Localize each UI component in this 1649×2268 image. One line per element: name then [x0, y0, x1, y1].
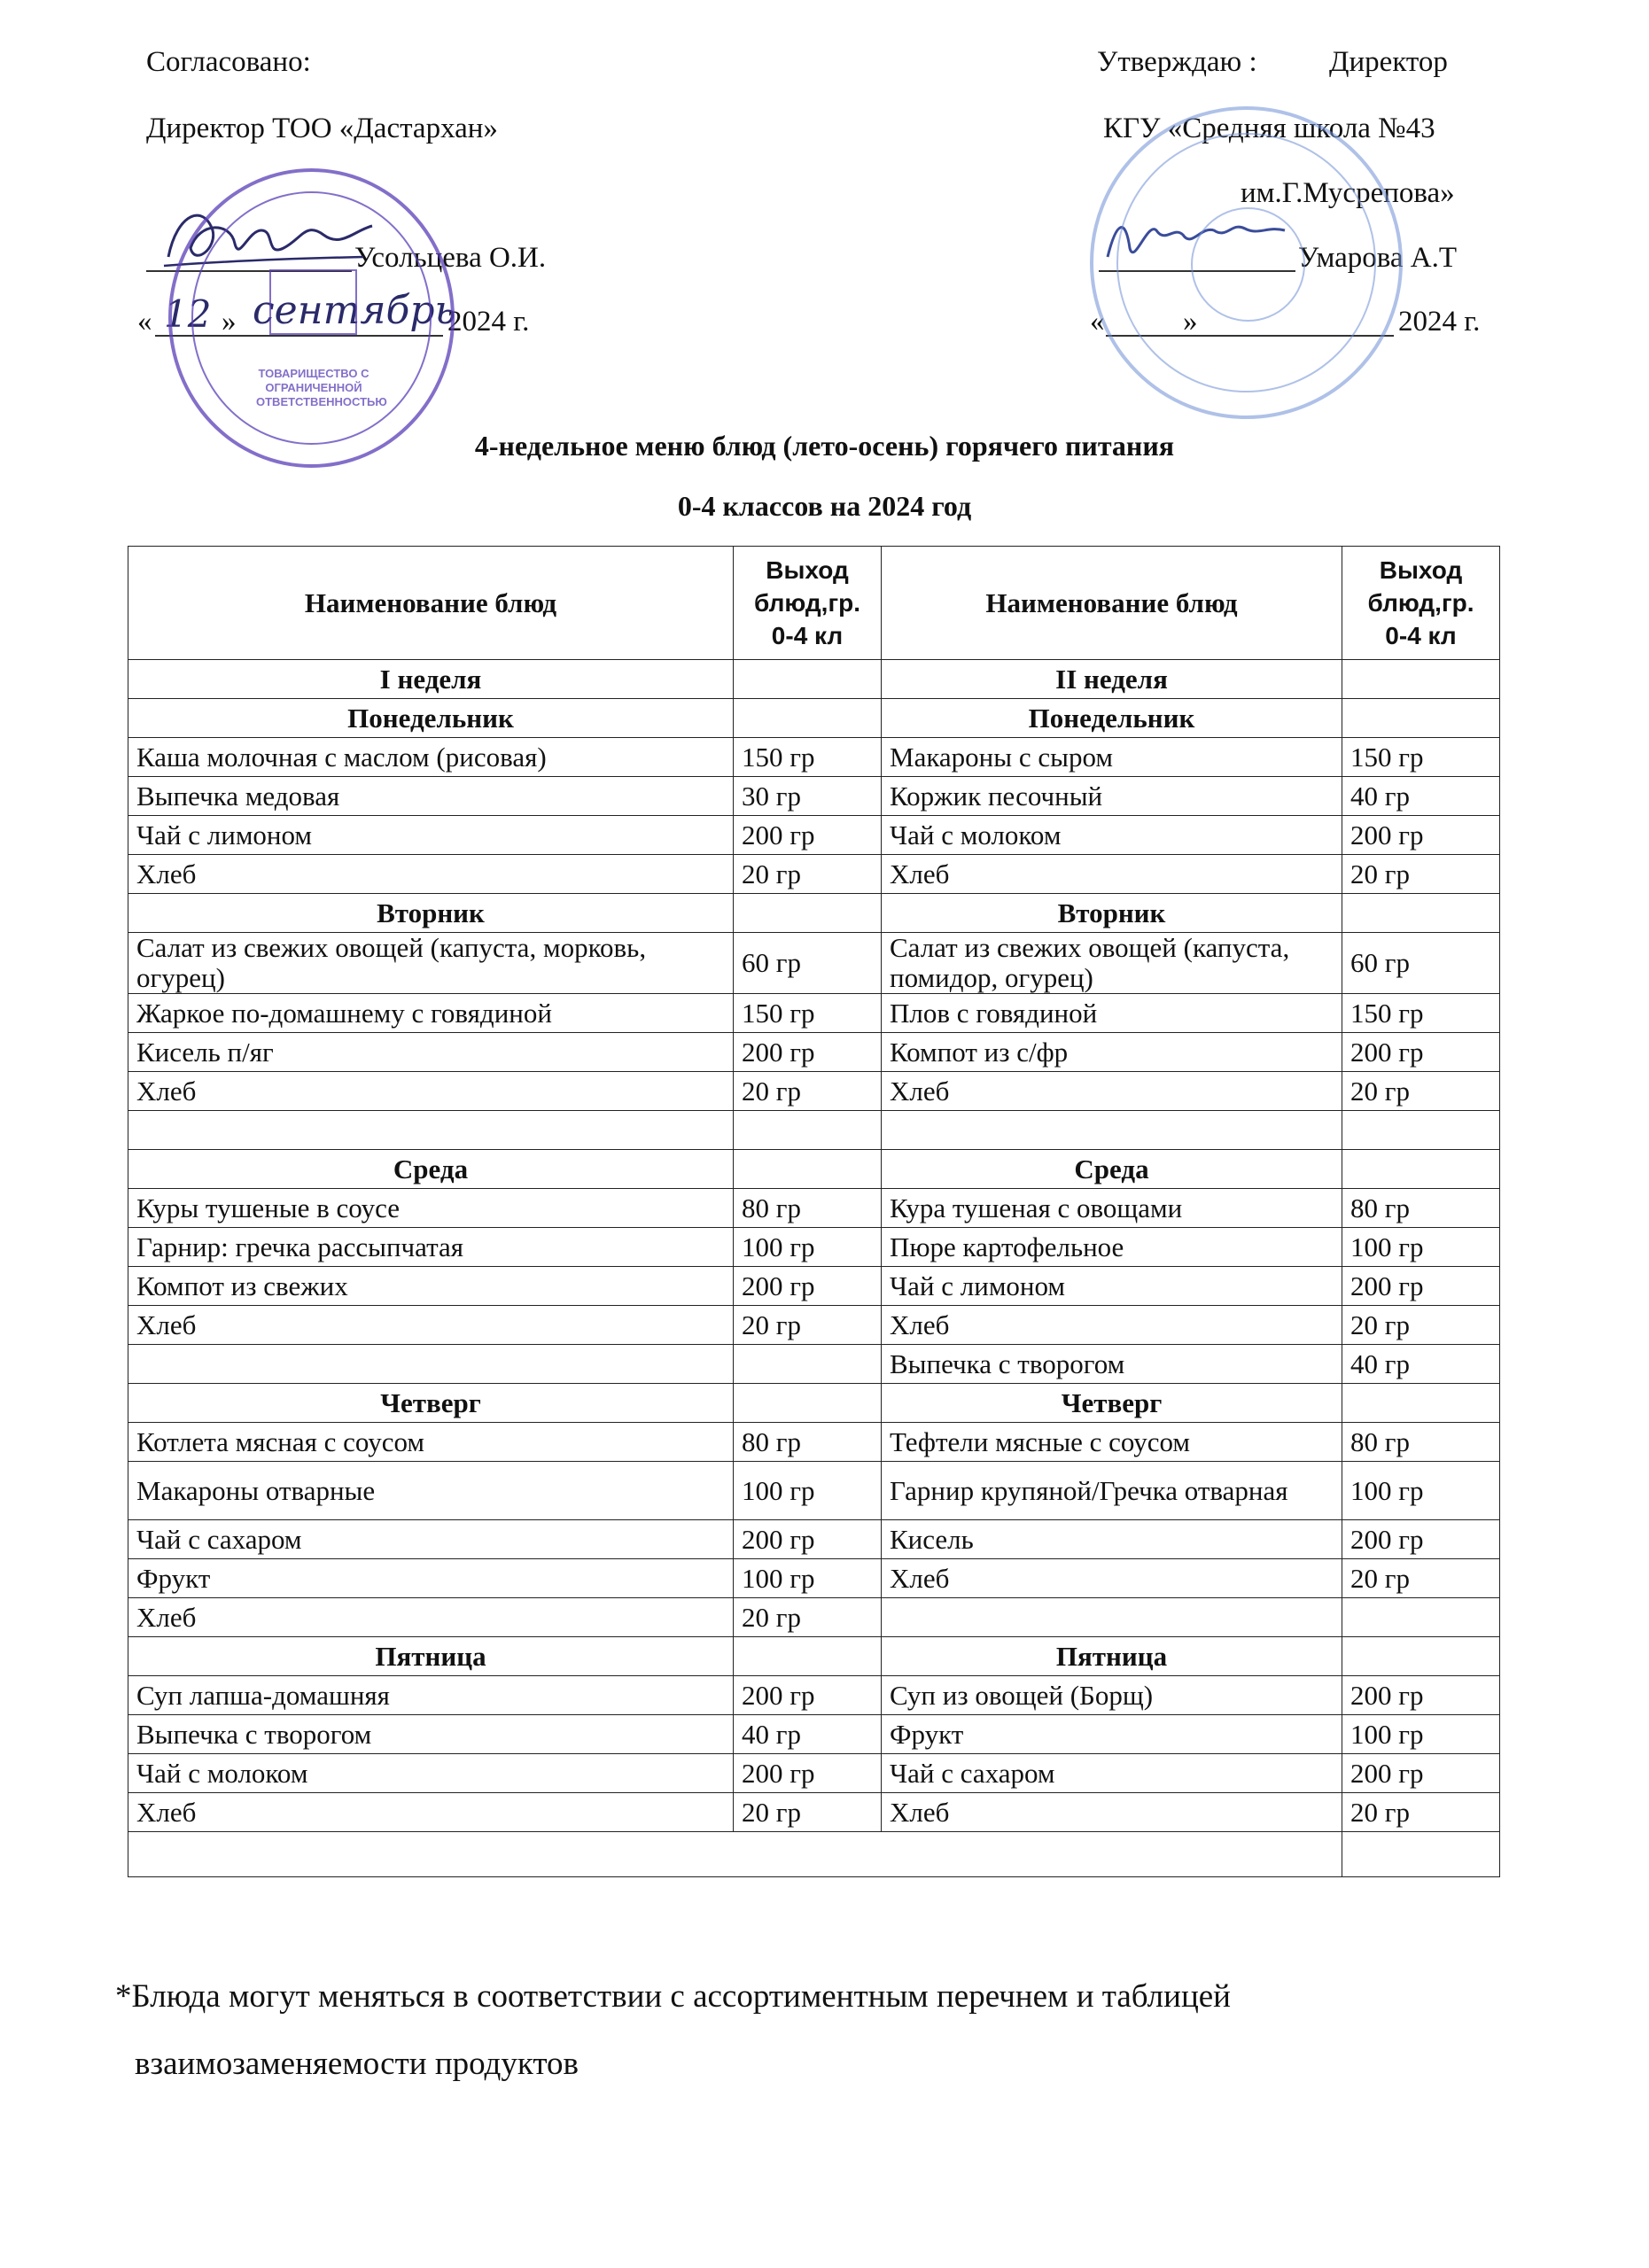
output-week1-cell: 150 гр: [734, 738, 882, 777]
table-row: [128, 1793, 1500, 1832]
dish-week1-cell: Чай с молоком: [128, 1754, 734, 1793]
left-date-month: сентябрь: [253, 288, 456, 333]
output-week1-cell: 20 гр: [734, 1072, 882, 1111]
output-week2-cell: 20 гр: [1342, 1306, 1500, 1345]
table-row: [128, 1754, 1500, 1793]
table-row: [128, 1267, 1500, 1306]
dish-week1-cell: Хлеб: [128, 1598, 734, 1637]
output-week1-cell: 30 гр: [734, 777, 882, 816]
right-date-mid: »: [1183, 306, 1198, 338]
dish-week2-cell: Плов с говядиной: [882, 994, 1342, 1033]
dish-week2-cell: II неделя: [882, 660, 1342, 699]
output-week1-cell: 150 гр: [734, 994, 882, 1033]
output-week2-cell: [1342, 894, 1500, 933]
dish-week1-cell: Вторник: [128, 894, 734, 933]
right-position-title: Директор: [1329, 46, 1448, 78]
dish-week2-cell: Гарнир крупяной/Гречка отварная: [882, 1462, 1342, 1520]
dish-week2-cell: Чай с молоком: [882, 816, 1342, 855]
day-heading-row: [128, 894, 1500, 933]
dish-week1-cell: Макароны отварные: [128, 1462, 734, 1520]
dish-week2-cell: Компот из с/фр: [882, 1033, 1342, 1072]
table-row: [128, 855, 1500, 894]
right-school-stamp: [1090, 106, 1403, 419]
right-org-line2: им.Г.Мусрепова»: [1241, 177, 1455, 209]
dish-week2-cell: Коржик песочный: [882, 777, 1342, 816]
dish-week2-cell: Кисель: [882, 1520, 1342, 1559]
output-week1-cell: [734, 1637, 882, 1676]
dish-week1-cell: Куры тушеные в соусе: [128, 1189, 734, 1228]
empty-cell: [128, 1832, 1342, 1877]
dish-week2-cell: Кура тушеная с овощами: [882, 1189, 1342, 1228]
output-week2-cell: 200 гр: [1342, 1754, 1500, 1793]
dish-week1-cell: Салат из свежих овощей (капуста, морковь, огурец): [128, 933, 734, 994]
table-row: [128, 994, 1500, 1033]
left-date-day-close: »: [222, 306, 237, 338]
output-week2-cell: 20 гр: [1342, 1072, 1500, 1111]
output-week1-cell: [734, 1150, 882, 1189]
dish-week2-cell: Макароны с сыром: [882, 738, 1342, 777]
output-week1-cell: 20 гр: [734, 1598, 882, 1637]
right-org-line1: КГУ «Средняя школа №43: [1103, 113, 1435, 144]
document-title-line1: 4-недельное меню блюд (лето-осень) горячего питания: [474, 430, 1175, 462]
output-week2-cell: [1342, 1637, 1500, 1676]
table-row: [128, 738, 1500, 777]
output-week2-cell: 100 гр: [1342, 1715, 1500, 1754]
menu-table: [128, 546, 1500, 1877]
output-week2-cell: 200 гр: [1342, 816, 1500, 855]
left-date-year: 2024 г.: [447, 306, 530, 338]
output-week1-cell: 200 гр: [734, 1267, 882, 1306]
column-header-dish-week1: Наименование блюд: [128, 547, 734, 660]
dish-week2-cell: Суп из овощей (Борщ): [882, 1676, 1342, 1715]
dish-week1-cell: Фрукт: [128, 1559, 734, 1598]
dish-week2-cell: Тефтели мясные с соусом: [882, 1423, 1342, 1462]
table-row: [128, 1598, 1500, 1637]
table-row: [128, 933, 1500, 994]
output-week2-cell: 100 гр: [1342, 1228, 1500, 1267]
output-week1-cell: [734, 660, 882, 699]
output-week2-cell: 20 гр: [1342, 855, 1500, 894]
dish-week1-cell: Хлеб: [128, 855, 734, 894]
output-week1-cell: [734, 699, 882, 738]
dish-week1-cell: Хлеб: [128, 1793, 734, 1832]
dish-week1-cell: Хлеб: [128, 1306, 734, 1345]
table-row: [128, 1715, 1500, 1754]
output-week2-cell: 80 гр: [1342, 1189, 1500, 1228]
dish-week2-cell: [882, 1598, 1342, 1637]
dish-week1-cell: I неделя: [128, 660, 734, 699]
dish-week2-cell: Понедельник: [882, 699, 1342, 738]
output-week1-cell: [734, 1345, 882, 1384]
output-week2-cell: [1342, 699, 1500, 738]
output-week2-cell: 200 гр: [1342, 1033, 1500, 1072]
dish-week2-cell: Среда: [882, 1150, 1342, 1189]
table-header-row: [128, 547, 1500, 660]
output-week2-cell: 100 гр: [1342, 1462, 1500, 1520]
dish-week2-cell: Хлеб: [882, 855, 1342, 894]
output-week1-cell: 100 гр: [734, 1228, 882, 1267]
right-date-open: «: [1090, 306, 1105, 338]
right-date-year: 2024 г.: [1398, 306, 1481, 338]
dish-week2-cell: Хлеб: [882, 1306, 1342, 1345]
left-position: Директор ТОО «Дастархан»: [146, 113, 498, 144]
dish-week1-cell: Пятница: [128, 1637, 734, 1676]
dish-week2-cell: Выпечка с творогом: [882, 1345, 1342, 1384]
output-week1-cell: 60 гр: [734, 933, 882, 994]
output-week2-cell: 200 гр: [1342, 1267, 1500, 1306]
table-row: [128, 1520, 1500, 1559]
dish-week1-cell: Хлеб: [128, 1072, 734, 1111]
table-row: [128, 1033, 1500, 1072]
dish-week2-cell: Хлеб: [882, 1559, 1342, 1598]
dish-week2-cell: Чай с лимоном: [882, 1267, 1342, 1306]
output-week1-cell: 100 гр: [734, 1559, 882, 1598]
dish-week2-cell: Вторник: [882, 894, 1342, 933]
column-header-dish-week2: Наименование блюд: [882, 547, 1342, 660]
output-week1-cell: 200 гр: [734, 1033, 882, 1072]
approved-label: Согласовано:: [146, 46, 311, 78]
document-title-line2: 0-4 классов на 2024 год: [677, 490, 972, 522]
dish-week1-cell: Котлета мясная с соусом: [128, 1423, 734, 1462]
table-row: [128, 1228, 1500, 1267]
empty-cell: [1342, 1832, 1500, 1877]
output-week2-cell: [1342, 660, 1500, 699]
dish-week1-cell: Гарнир: гречка рассыпчатая: [128, 1228, 734, 1267]
output-week2-cell: [1342, 1111, 1500, 1150]
dish-week2-cell: Пюре картофельное: [882, 1228, 1342, 1267]
column-header-output-week2: Выход блюд,гр. 0-4 кл: [1342, 547, 1500, 660]
table-row: [128, 1832, 1500, 1877]
output-week2-cell: 200 гр: [1342, 1520, 1500, 1559]
dish-week1-cell: Жаркое по-домашнему с говядиной: [128, 994, 734, 1033]
table-row: [128, 1111, 1500, 1150]
footnote-line2: взаимозаменяемости продуктов: [135, 2046, 579, 2082]
output-week1-cell: 20 гр: [734, 1306, 882, 1345]
output-week2-cell: 20 гр: [1342, 1559, 1500, 1598]
output-week2-cell: 40 гр: [1342, 1345, 1500, 1384]
dish-week2-cell: Салат из свежих овощей (капуста, помидор, огурец): [882, 933, 1342, 994]
approve-label: Утверждаю :: [1097, 46, 1257, 78]
day-heading-row: [128, 1150, 1500, 1189]
table-row: [128, 1189, 1500, 1228]
dish-week2-cell: Пятница: [882, 1637, 1342, 1676]
output-week2-cell: 60 гр: [1342, 933, 1500, 994]
day-heading-row: [128, 699, 1500, 738]
output-week1-cell: 100 гр: [734, 1462, 882, 1520]
output-week1-cell: [734, 1384, 882, 1423]
table-row: [128, 1676, 1500, 1715]
dish-week2-cell: Чай с сахаром: [882, 1754, 1342, 1793]
output-week2-cell: 200 гр: [1342, 1676, 1500, 1715]
output-week1-cell: 20 гр: [734, 1793, 882, 1832]
output-week2-cell: 150 гр: [1342, 738, 1500, 777]
right-signer-name: Умарова А.Т: [1298, 242, 1458, 274]
footnote-line1: *Блюда могут меняться в соответствии с ассортиментным перечнем и таблицей: [115, 1978, 1231, 2015]
dish-week1-cell: Выпечка с творогом: [128, 1715, 734, 1754]
left-date-open: «: [137, 306, 152, 338]
output-week1-cell: [734, 1111, 882, 1150]
output-week1-cell: 20 гр: [734, 855, 882, 894]
column-header-output-week1: Выход блюд,гр. 0-4 кл: [734, 547, 882, 660]
table-row: [128, 1559, 1500, 1598]
output-week1-cell: 200 гр: [734, 1676, 882, 1715]
table-row: [128, 1462, 1500, 1520]
output-week1-cell: 80 гр: [734, 1189, 882, 1228]
table-row: [128, 816, 1500, 855]
table-row: [128, 1423, 1500, 1462]
day-heading-row: [128, 1384, 1500, 1423]
dish-week2-cell: Хлеб: [882, 1072, 1342, 1111]
output-week1-cell: 200 гр: [734, 1754, 882, 1793]
table-row: [128, 777, 1500, 816]
output-week2-cell: 80 гр: [1342, 1423, 1500, 1462]
table-row: [128, 1345, 1500, 1384]
output-week2-cell: 20 гр: [1342, 1793, 1500, 1832]
table-row: [128, 1306, 1500, 1345]
output-week1-cell: 80 гр: [734, 1423, 882, 1462]
table-row: [128, 1072, 1500, 1111]
dish-week1-cell: [128, 1111, 734, 1150]
output-week2-cell: [1342, 1598, 1500, 1637]
output-week2-cell: 40 гр: [1342, 777, 1500, 816]
dish-week1-cell: Среда: [128, 1150, 734, 1189]
dish-week1-cell: Четверг: [128, 1384, 734, 1423]
output-week1-cell: [734, 894, 882, 933]
dish-week2-cell: Хлеб: [882, 1793, 1342, 1832]
dish-week2-cell: Фрукт: [882, 1715, 1342, 1754]
dish-week1-cell: Выпечка медовая: [128, 777, 734, 816]
dish-week1-cell: Кисель п/яг: [128, 1033, 734, 1072]
left-company-stamp: ТОВАРИЩЕСТВО С ОГРАНИЧЕННОЙ ОТВЕТСТВЕННОСТЬЮ: [168, 168, 455, 468]
day-heading-row: [128, 1637, 1500, 1676]
dish-week1-cell: Каша молочная с маслом (рисовая): [128, 738, 734, 777]
output-week1-cell: 200 гр: [734, 816, 882, 855]
dish-week1-cell: Компот из свежих: [128, 1267, 734, 1306]
left-signer-name: Усольцева О.И.: [354, 242, 547, 274]
output-week2-cell: [1342, 1384, 1500, 1423]
dish-week1-cell: [128, 1345, 734, 1384]
left-date-day: 12: [164, 292, 212, 336]
day-heading-row: [128, 660, 1500, 699]
dish-week1-cell: Чай с лимоном: [128, 816, 734, 855]
output-week2-cell: 150 гр: [1342, 994, 1500, 1033]
dish-week2-cell: Четверг: [882, 1384, 1342, 1423]
dish-week2-cell: [882, 1111, 1342, 1150]
dish-week1-cell: Чай с сахаром: [128, 1520, 734, 1559]
output-week2-cell: [1342, 1150, 1500, 1189]
output-week1-cell: 200 гр: [734, 1520, 882, 1559]
dish-week1-cell: Суп лапша-домашняя: [128, 1676, 734, 1715]
output-week1-cell: 40 гр: [734, 1715, 882, 1754]
dish-week1-cell: Понедельник: [128, 699, 734, 738]
